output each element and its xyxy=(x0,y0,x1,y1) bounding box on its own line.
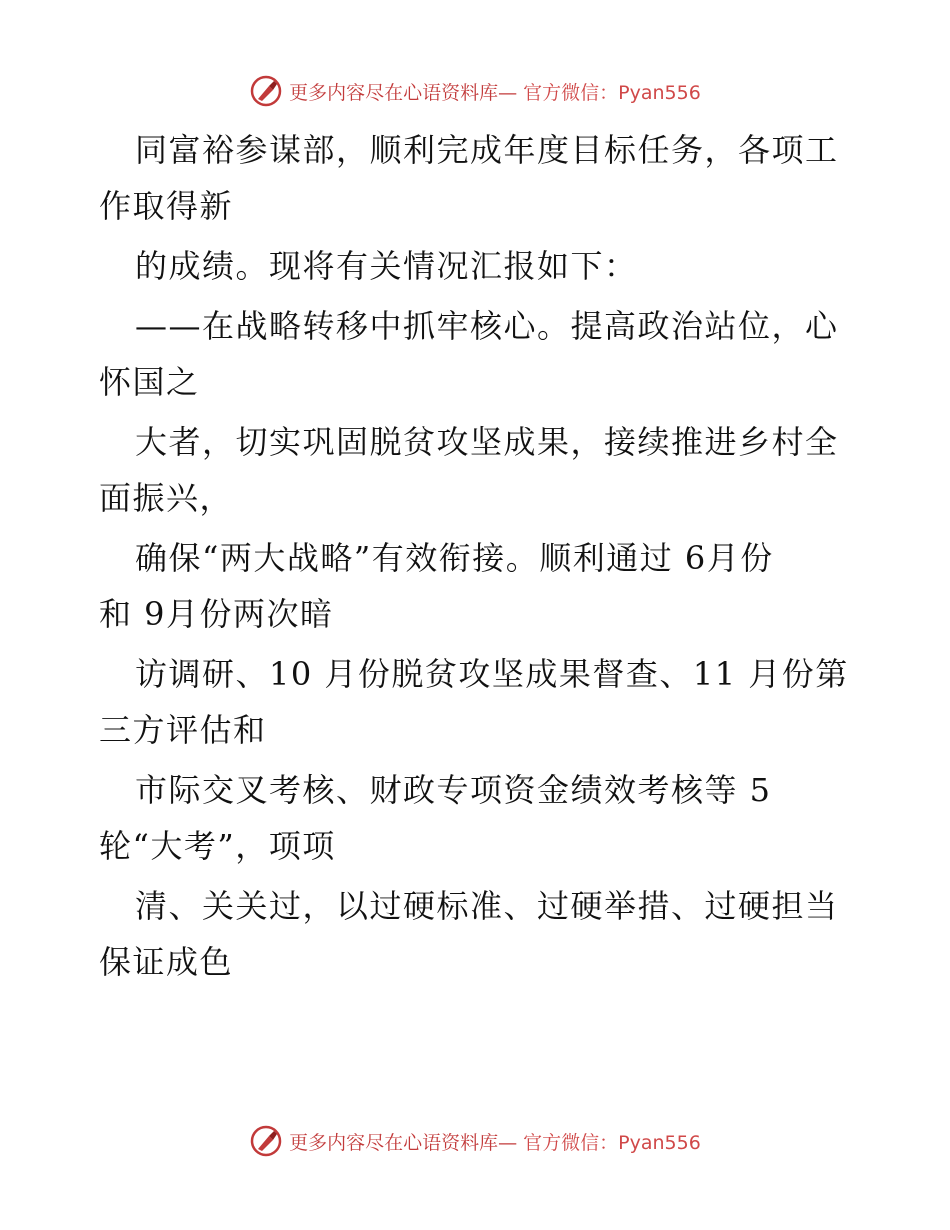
banner-wechat: 官方微信：Pyan556 xyxy=(523,81,701,104)
paragraph-3-line-1: ——在战略转移中抓牢核心。提高政治站位，心 xyxy=(135,307,839,345)
paragraph-6-line-2: 三方评估和 xyxy=(99,711,267,749)
paragraph-6-line-1: 访调研、10 月份脱贫攻坚成果督查、11 月份第 xyxy=(135,655,849,693)
paragraph-8-line-1: 清、关关过，以过硬标准、过硬举措、过硬担当 xyxy=(135,887,839,925)
paragraph-1-line-1: 同富裕参谋部，顺利完成年度目标任务，各项工 xyxy=(135,131,839,169)
document-body xyxy=(99,122,859,990)
paragraph-3-line-2: 怀国之 xyxy=(99,363,200,401)
pen-nib-logo-icon xyxy=(249,1124,283,1158)
paragraph-2-line-1: 的成绩。现将有关情况汇报如下： xyxy=(135,247,638,285)
pen-nib-logo-icon xyxy=(249,74,283,108)
banner-wechat: 官方微信：Pyan556 xyxy=(523,1131,701,1154)
paragraph-5-line-2: 和 9月份两次暗 xyxy=(99,595,334,633)
paragraph-4-line-1: 大者，切实巩固脱贫攻坚成果，接续推进乡村全 xyxy=(135,423,839,461)
paragraph-8-line-2: 保证成色 xyxy=(99,943,234,981)
paragraph-7-line-1: 市际交叉考核、财政专项资金绩效考核等 5 xyxy=(135,771,772,809)
header-watermark-banner xyxy=(0,74,950,108)
banner-text: 更多内容尽在心语资料库— xyxy=(289,1131,518,1154)
paragraph-4-line-2: 面振兴， xyxy=(99,479,234,517)
paragraph-7-line-2: 轮“大考”，项项 xyxy=(99,827,336,865)
footer-watermark-banner xyxy=(0,1124,950,1158)
banner-text: 更多内容尽在心语资料库— xyxy=(289,81,518,104)
paragraph-1-line-2: 作取得新 xyxy=(99,187,234,225)
paragraph-5-line-1: 确保“两大战略”有效衔接。顺利通过 6月份 xyxy=(135,539,774,577)
